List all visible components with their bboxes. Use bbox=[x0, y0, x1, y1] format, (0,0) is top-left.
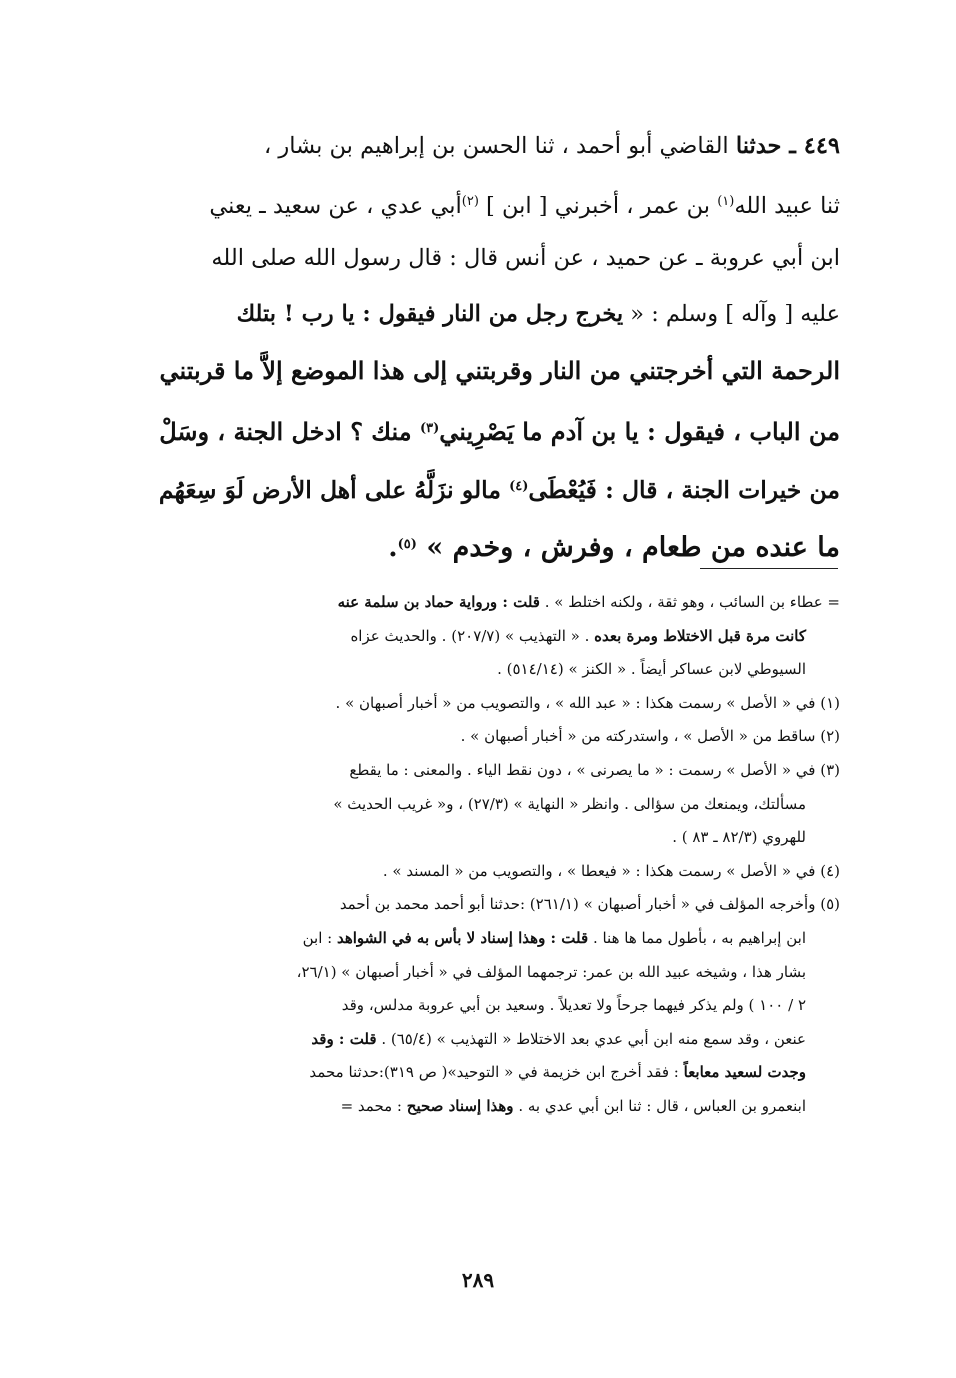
footnote-line bbox=[150, 989, 840, 1023]
text-run: منك ؟ ادخل الجنة ، وسَلْ bbox=[159, 417, 420, 446]
footnote-marker: (٤) bbox=[509, 479, 529, 494]
hadith-text bbox=[150, 118, 840, 574]
text-run: من خيرات الجنة ، قال : فَيُعْطَى bbox=[528, 476, 840, 504]
text-run: مسألتك، ويمنعك من سؤالى . وانظر « النهاية » (٢٧/٣) ، و« غريب الحديث » bbox=[333, 794, 806, 813]
text-run: (٤) في « الأصل » رسمت هكذا : « فيعطا » ، والتصويب من « المسند » . bbox=[382, 861, 840, 880]
text-run: بشار هذا ، وشيخه عبيد الله بن عمر: ترجمهما المؤلف في « أخبار أصبهان » (٢٦/١، bbox=[296, 962, 806, 981]
footnote-separator bbox=[700, 568, 838, 569]
page-number: ٢٨٩ bbox=[461, 1268, 495, 1292]
text-run: . bbox=[388, 532, 398, 563]
text-run: : ابن bbox=[302, 928, 337, 947]
footnote-line bbox=[150, 821, 840, 855]
footnote-line bbox=[150, 888, 840, 922]
text-run: ابن إبراهيم به ، بأطول مما ها هنا . bbox=[588, 928, 806, 947]
footnotes bbox=[150, 586, 840, 1124]
text-run: من الباب ، فيقول : يا بن آدم ما يَصْرِيني bbox=[439, 417, 840, 446]
text-run: قلت : ورواية حماد بن سلمة عنه bbox=[337, 593, 540, 611]
footnote-marker: (٢) bbox=[461, 194, 479, 209]
text-run: وجدت لسعيد معابعاً bbox=[683, 1063, 806, 1082]
text-run: كانت مرة قبل الاختلاط ومرة بعده bbox=[594, 626, 806, 645]
text-line bbox=[150, 286, 840, 342]
text-run: ثنا عبيد الله bbox=[734, 193, 840, 219]
text-line bbox=[150, 458, 840, 516]
text-line bbox=[150, 342, 840, 400]
text-line bbox=[150, 400, 840, 458]
text-run: عليه [ وآله ] وسلم : « bbox=[623, 301, 840, 327]
text-line bbox=[150, 174, 840, 230]
footnote-line bbox=[150, 620, 840, 654]
footnote-marker: (٥) bbox=[397, 537, 417, 552]
footnote-line bbox=[150, 586, 840, 620]
text-run: (٣) في « الأصل » رسمت : « ما يصرنى » ، دون نقط الياء . والمعنى : ما يقطع bbox=[349, 760, 840, 779]
text-run: ابنعمرو بن العباس ، قال : ثنا ابن أبي عدي به . bbox=[513, 1096, 806, 1115]
text-run: ٤٤٩ ـ حدثنا bbox=[735, 133, 840, 159]
text-line bbox=[150, 118, 840, 174]
text-run: (٥) وأخرجه المؤلف في « أخبار أصبهان » (٢٦١/١) :حدثنا أبو أحمد محمد بن أحمد bbox=[339, 895, 840, 914]
text-run: (٢) ساقط من « الأصل » ، واستدركته من « أخبار أصبهان » . bbox=[460, 727, 840, 746]
footnote-line bbox=[150, 720, 840, 754]
footnote-line bbox=[150, 1023, 840, 1057]
text-run: بن عمر ، أخبرني [ ابن ] bbox=[478, 193, 718, 219]
text-run: = عطاء بن السائب ، وهو ثقة ، ولكنه اختلط » . bbox=[539, 593, 840, 611]
text-line bbox=[150, 230, 840, 286]
text-run: ابن أبي عروبة ـ عن حميد ، عن أنس قال : قال رسول الله صلى الله bbox=[211, 245, 840, 271]
footnote-line bbox=[150, 855, 840, 889]
text-run: ٢ / ١٠٠ ) ولم يذكر فيهما جرحاً ولا تعديلاً . وسعيد بن أبي عروبة مدلس، وقد bbox=[341, 996, 806, 1015]
footnote-line bbox=[150, 922, 840, 956]
text-run: مالو نزَلَّهُ على أهل الأرض لَوَ سِعَهُم bbox=[158, 476, 510, 504]
text-run: الرحمة التي أخرجتني من النار وقربتني إلى هذا الموضع إلاَّ ما قربتني bbox=[159, 356, 840, 385]
text-run: القاضي أبو أحمد ، ثنا الحسن بن إبراهيم بن بشار ، bbox=[263, 133, 736, 159]
text-run: للهروي (٨٢/٣ ـ ٨٣ ) . bbox=[672, 828, 806, 847]
footnote-line bbox=[150, 653, 840, 687]
text-run: قلت : وقد bbox=[311, 1029, 377, 1048]
text-run: : فقد أخرج ابن خزيمة في « التوحيد»( ص ٣١٩):حدثنا محمد bbox=[309, 1063, 684, 1082]
text-run: السيوطي لابن عساكر أيضاً . « الكنز » (٥١٤/١٤) . bbox=[497, 660, 806, 679]
text-run: (١) في « الأصل » رسمت هكذا : « عبد الله » ، والتصويب من « أخبار أصبهان » . bbox=[335, 693, 840, 712]
footnote-marker: (١) bbox=[717, 194, 735, 209]
text-run: وهذا إسناد صحيح bbox=[406, 1096, 514, 1115]
text-run: أبي عدي ، عن سعيد ـ يعني bbox=[209, 193, 462, 219]
text-line bbox=[150, 516, 840, 574]
text-run: يخرج رجل من النار فيقول : يا رب ! بتلك bbox=[236, 301, 624, 327]
footnote-marker: (٣) bbox=[419, 421, 440, 436]
text-run: . « التهذيب » (٢٠٧/٧) . والحديث عزاه bbox=[350, 626, 595, 645]
footnote-line bbox=[150, 1056, 840, 1090]
footnote-line bbox=[150, 788, 840, 822]
footnote-line bbox=[150, 1090, 840, 1124]
text-run: : محمد = bbox=[340, 1096, 407, 1115]
footnote-line bbox=[150, 687, 840, 721]
footnote-line bbox=[150, 956, 840, 990]
footnote-line bbox=[150, 754, 840, 788]
text-run: عنعن ، وقد سمع منه ابن أبي عدي بعد الاختلاط « التهذيب » (٦٥/٤) . bbox=[376, 1029, 806, 1048]
text-run: ما عنده من طعام ، وفرش ، وخدم » bbox=[416, 532, 840, 563]
text-run: قلت : وهذا إسناد لا بأس به في الشواهد bbox=[336, 928, 589, 947]
